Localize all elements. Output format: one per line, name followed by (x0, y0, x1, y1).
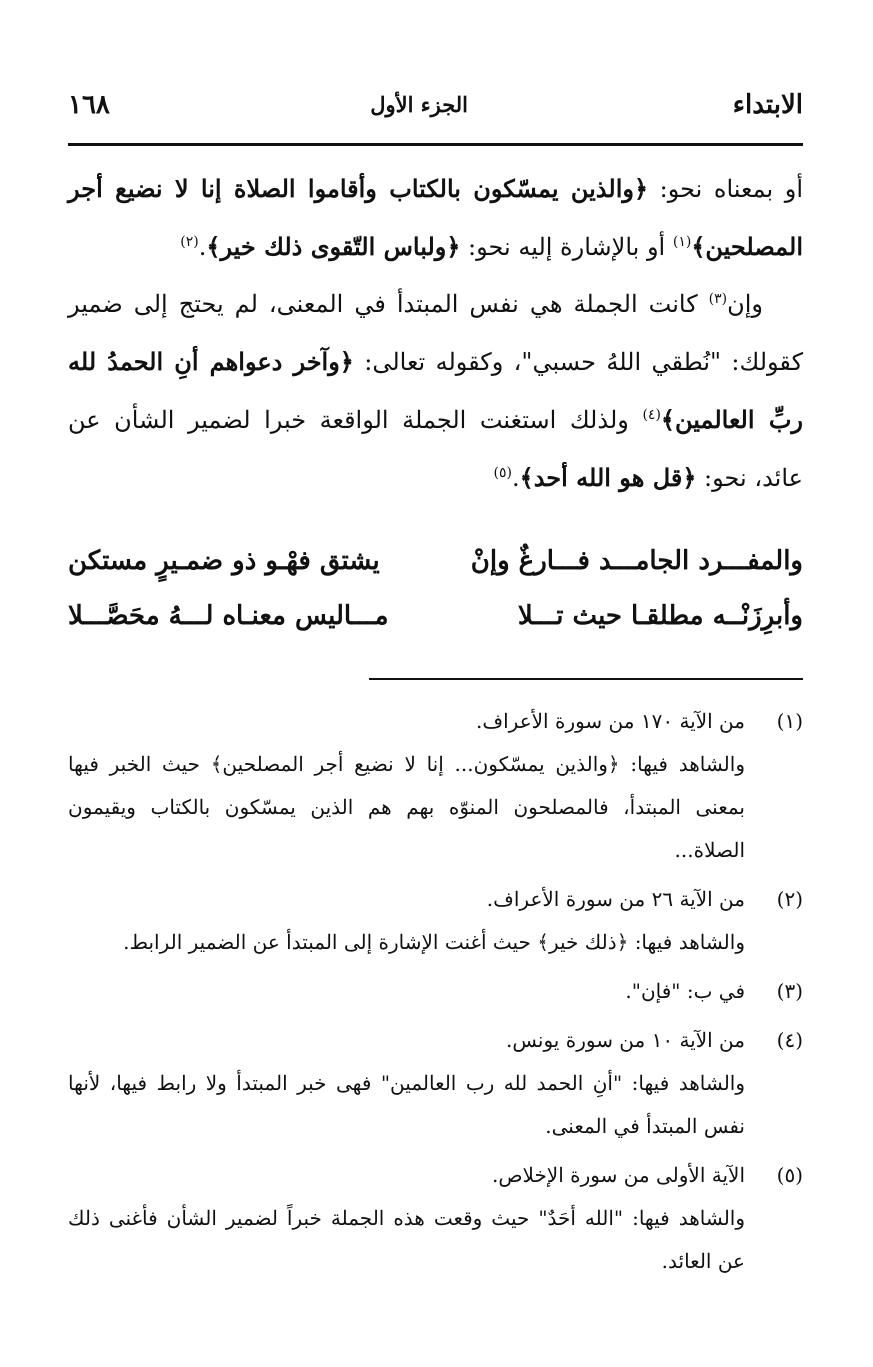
verse-second-hemistich: مـــاليس معنـاه لـــهُ محَصَّـــلا (68, 601, 389, 631)
footnote-number: (٤) (776, 1028, 803, 1052)
verse-first-hemistich: وأبرِزَنْــه مطلقـا حيث تـــلا (517, 601, 803, 631)
footnote-number: (١) (776, 709, 803, 733)
footnote-ref: (٤) (642, 407, 661, 423)
quran-quote: ﴿ولباس التّقوى ذلك خير﴾ (206, 232, 461, 261)
section-title: الابتداء (732, 90, 803, 120)
paragraph-1 (68, 160, 803, 276)
quran-quote: ﴿وآخر دعواهم أنِ الحمدُ لله ربِّ العالمين﴾ (68, 347, 804, 434)
text: أو بالإشارة إليه نحو: (460, 233, 673, 261)
quran-quote: ﴿والذين يمسّكون بالكتاب وأقاموا الصلاة إنا لا نضيع أجر المصلحين﴾ (68, 174, 803, 261)
footnote-line: من الآية ٢٦ من سورة الأعراف. (486, 887, 745, 911)
footnote-line: الآية الأولى من سورة الإخلاص. (491, 1163, 745, 1187)
verse-first-hemistich: والمفـــرد الجامـــد فـــارغٌ وإنْ (470, 546, 803, 576)
main-text (68, 160, 803, 507)
footnote-number: (٥) (776, 1163, 803, 1187)
footnote-separator (369, 678, 803, 680)
footnote-ref: (٢) (180, 234, 199, 250)
paragraph-2 (68, 276, 803, 507)
footnote (68, 970, 803, 1013)
footnote-ref: (١) (672, 234, 692, 250)
footnote (68, 878, 803, 964)
footnote-line: في ب: "فإن". (625, 979, 745, 1003)
footnote-line: من الآية ١٠ من سورة يونس. (506, 1028, 745, 1052)
footnote-number: (٢) (776, 887, 803, 911)
text: . (511, 464, 520, 492)
footnote-line: من الآية ١٧٠ من سورة الأعراف. (476, 709, 745, 733)
footnote-line: والشاهد فيها: "الله أحَدٌ" حيث وقعت هذه الجملة خبراً لضمير الشأن فأغنى ذلك عن العائد. (68, 1206, 745, 1273)
footnote (68, 1154, 803, 1283)
footnote-number: (٣) (776, 979, 803, 1003)
footnotes (68, 700, 803, 1289)
page-number: ١٦٨ (68, 90, 110, 120)
text: وإن (727, 290, 763, 318)
text: كانت الجملة هي نفس المبتدأ في المعنى، لم يحتج إلى ضمير كقولك: "نُطقي اللهُ حسبي"، وكقوله تعالى: (68, 290, 803, 376)
footnote-line: والشاهد فيها: "أنِ الحمد لله رب العالمين" فهى خبر المبتدأ ولا رابط فيها، لأنها نفس المبتدأ في المعنى. (68, 1071, 745, 1138)
part-title: الجزء الأول (370, 92, 468, 117)
text: ولذلك استغنت الجملة الواقعة خبرا لضمير الشأن عن عائد، نحو: (68, 406, 803, 492)
quran-quote: ﴿قل هو الله أحد﴾ (519, 463, 697, 492)
page-header (68, 90, 803, 140)
text: . (198, 233, 207, 261)
verse-line-1 (68, 546, 803, 602)
footnote-ref: (٥) (493, 465, 512, 481)
footnote-line: والشاهد فيها: ﴿ذلك خير﴾ حيث أغنت الإشارة إلى المبتدأ عن الضمير الرابط. (123, 930, 745, 954)
header-rule (68, 143, 803, 146)
footnote (68, 1019, 803, 1148)
footnote (68, 700, 803, 872)
verse-line-2 (68, 601, 803, 657)
footnote-line: والشاهد فيها: ﴿والذين يمسّكون... إنا لا نضيع أجر المصلحين﴾ حيث الخبر فيها بمعنى المبتدأ، فالمصلحون المنوّه بهم هم الذين يمسّكون بالكتاب ويقيمون الصلاة... (68, 752, 745, 862)
verse-second-hemistich: يشتق فهْـو ذو ضمـيرٍ مستكن (68, 546, 380, 576)
text: أو بمعناه نحو: (648, 175, 803, 203)
footnote-ref: (٣) (708, 291, 728, 307)
